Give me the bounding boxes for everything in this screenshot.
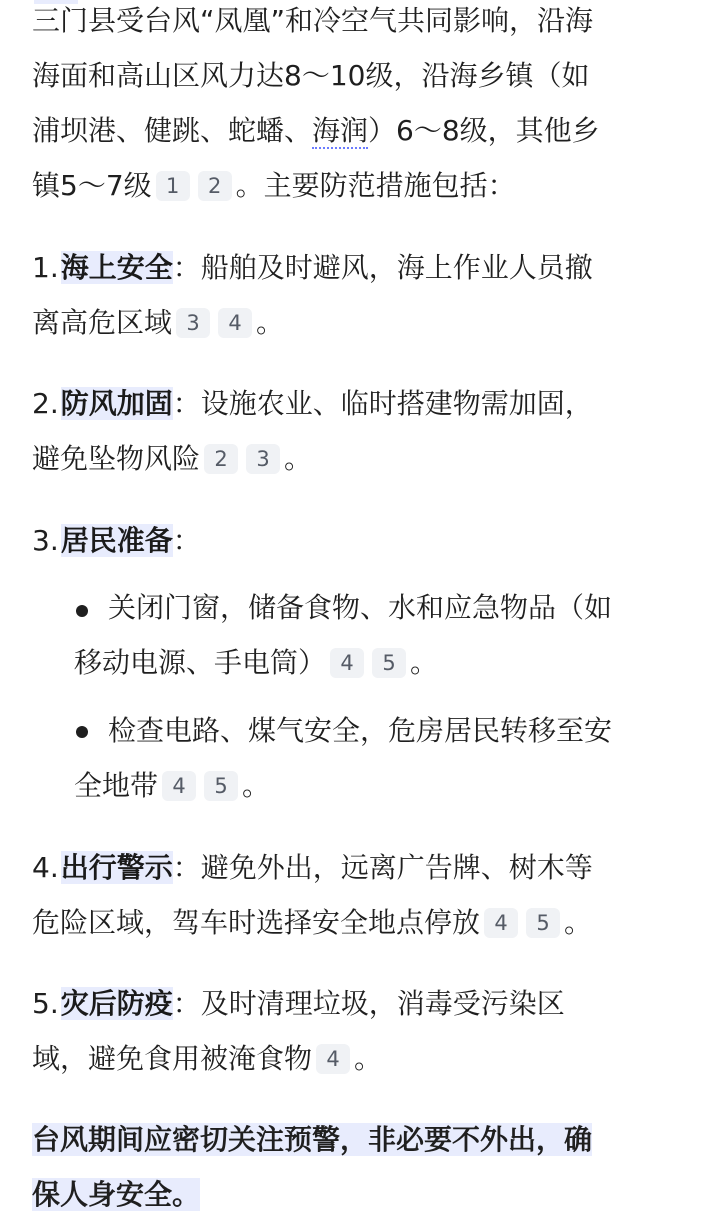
- measure-item-5: [32, 976, 682, 1086]
- measure-item-3: [32, 513, 682, 568]
- measure-item-2: [32, 376, 682, 486]
- citation-badge[interactable]: 5: [526, 908, 560, 938]
- closing-line: [32, 1112, 682, 1167]
- bullet-line: 关闭门窗，储备食物、水和应急物品（如: [108, 591, 613, 624]
- measure-title: 灾后防疫: [60, 987, 173, 1020]
- measure-line: [32, 1031, 682, 1086]
- closing-text: 台风期间应密切关注预警，非必要不外出，确: [32, 1123, 593, 1156]
- measure-text: 。: [256, 306, 285, 339]
- measure-text: 。: [284, 442, 313, 475]
- measure-text: 危险区域，驾车时选择安全地点停放: [32, 906, 481, 939]
- measure-line: [32, 240, 682, 295]
- measure-text: ：设施农业、临时搭建物需加固，: [172, 387, 593, 420]
- intro-line: [32, 158, 682, 213]
- measure-title: 出行警示: [60, 851, 173, 884]
- citation-badge[interactable]: 4: [484, 908, 518, 938]
- list-number: 5.: [32, 987, 59, 1020]
- list-number: 4.: [32, 851, 59, 884]
- measure-item-4: [32, 840, 682, 950]
- closing-text: 保人身安全。: [32, 1178, 201, 1211]
- citation-badge[interactable]: 3: [176, 308, 210, 338]
- measure-line: [32, 295, 682, 350]
- measure-line: [32, 376, 682, 431]
- bullet-text: 。: [410, 646, 439, 679]
- bullet-line: 检查电路、煤气安全，危房居民转移至安: [108, 714, 613, 747]
- citation-badge[interactable]: 3: [246, 444, 280, 474]
- intro-text: 镇5～7级: [32, 169, 152, 202]
- measure-text: ：船舶及时避风，海上作业人员撤: [172, 251, 593, 284]
- closing-paragraph: [32, 1112, 682, 1222]
- bullet-item-2: [74, 703, 686, 813]
- citation-badge[interactable]: 1: [156, 171, 190, 201]
- bullet-text: 全地带: [74, 769, 159, 802]
- citation-badge[interactable]: 5: [204, 771, 238, 801]
- intro-text: ）6～8级，其他乡: [368, 114, 600, 147]
- citation-badge[interactable]: 4: [162, 771, 196, 801]
- bullet-text: 移动电源、手电筒）: [74, 646, 327, 679]
- measure-line: [32, 976, 682, 1031]
- intro-text: 浦坝港、健跳、蛇蟠、: [32, 114, 313, 147]
- measure-item-1: [32, 240, 682, 350]
- bullet-line: [74, 635, 686, 690]
- measure-text: ：: [172, 524, 201, 557]
- bullet-item-1: [74, 580, 686, 690]
- citation-badge[interactable]: 4: [316, 1044, 350, 1074]
- underlined-term[interactable]: 海润: [312, 114, 369, 147]
- measure-text: ：避免外出，远离广告牌、树木等: [172, 851, 593, 884]
- measure-title: 居民准备: [60, 524, 173, 557]
- intro-line: 海面和高山区风力达8～10级，沿海乡镇（如: [32, 59, 590, 92]
- measure-line: [32, 431, 682, 486]
- measure-text: 。: [354, 1042, 383, 1075]
- measure-text: 域，避免食用被淹食物: [32, 1042, 313, 1075]
- bullet-text: 。: [242, 769, 271, 802]
- measure-title: 海上安全: [60, 251, 173, 284]
- citation-badge[interactable]: 5: [372, 648, 406, 678]
- citation-badge[interactable]: 4: [330, 648, 364, 678]
- bullet-line: [74, 758, 686, 813]
- measure-line: [32, 840, 682, 895]
- citation-badge[interactable]: 4: [218, 308, 252, 338]
- citation-badge[interactable]: 2: [198, 171, 232, 201]
- measure-text: 离高危区域: [32, 306, 173, 339]
- measure-line: [32, 895, 682, 950]
- intro-line: [32, 103, 682, 158]
- measure-text: 。: [564, 906, 593, 939]
- intro-text: 。主要防范措施包括：: [235, 169, 516, 202]
- intro-paragraph: [32, 0, 682, 213]
- measure-title: 防风加固: [60, 387, 173, 420]
- closing-line: [32, 1167, 682, 1222]
- list-number: 1.: [32, 251, 59, 284]
- measure-line: [32, 513, 682, 568]
- measure-text: 避免坠物风险: [32, 442, 201, 475]
- intro-line: 三门县受台风“凤凰”和冷空气共同影响，沿海: [32, 4, 594, 37]
- citation-badge[interactable]: 2: [204, 444, 238, 474]
- measure-text: ：及时清理垃圾，消毒受污染区: [172, 987, 565, 1020]
- list-number: 2.: [32, 387, 59, 420]
- list-number: 3.: [32, 524, 59, 557]
